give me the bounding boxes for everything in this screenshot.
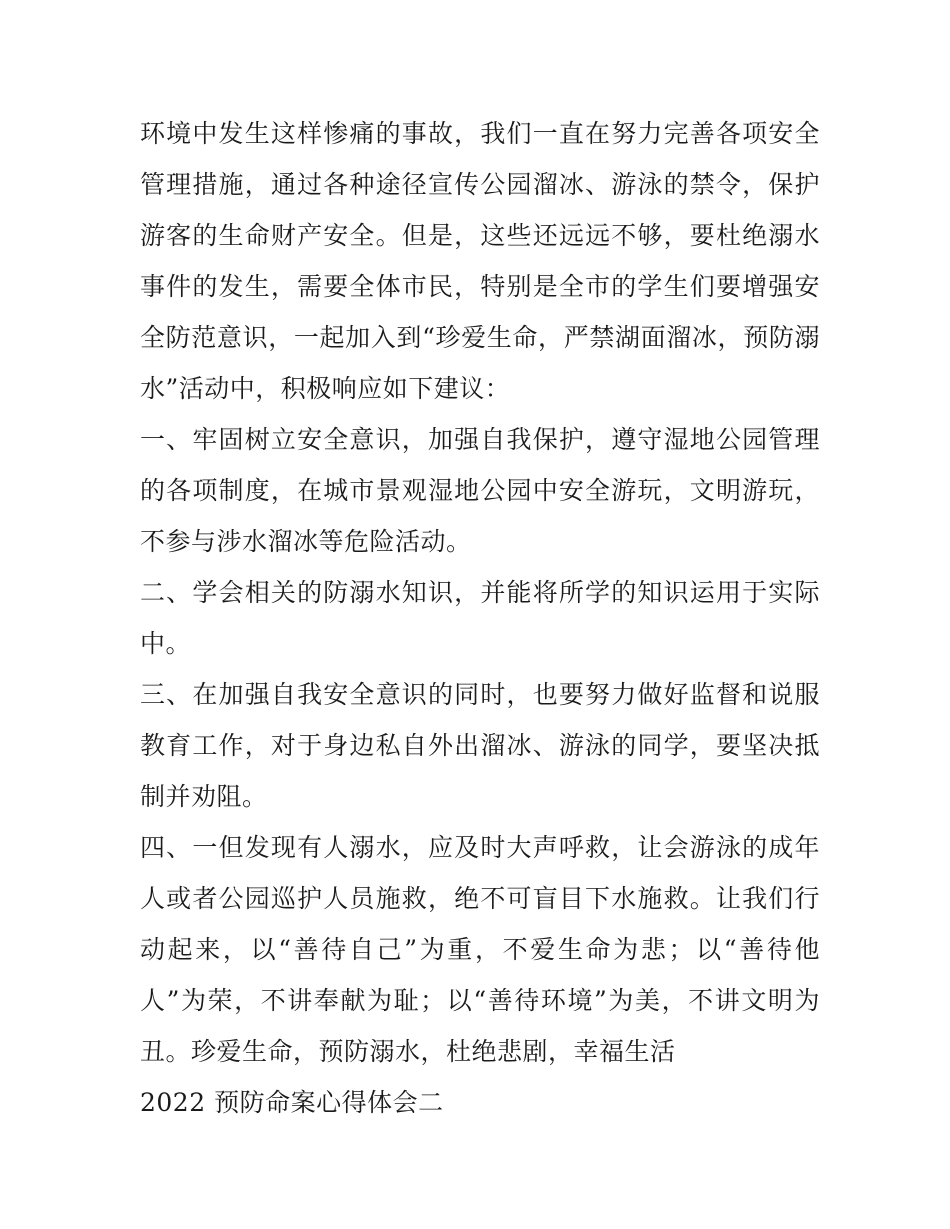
paragraph-suggestion-3: 三、在加强自我安全意识的同时，也要努力做好监督和说服教育工作，对于身边私自外出溜冰、游泳的同学，要坚决抵制并劝阻。: [140, 680, 820, 811]
section-heading: 2022 预防命案心得体会二: [140, 1088, 444, 1117]
paragraph-suggestion-2: 二、学会相关的防溺水知识，并能将所学的知识运用于实际中。: [140, 578, 820, 658]
paragraph-suggestion-1: 一、牢固树立安全意识，加强自我保护，遵守湿地公园管理的各项制度，在城市景观湿地公园中安全游玩，文明游玩，不参与涉水溜冰等危险活动。: [140, 425, 820, 556]
document-body: [140, 108, 820, 1128]
paragraph-suggestion-4: 四、一但发现有人溺水，应及时大声呼救，让会游泳的成年人或者公园巡护人员施救，绝不可盲目下水施救。让我们行动起来，以“善待自己”为重，不爱生命为悲；以“善待他人”为荣，不讲奉献为耻；以“善待环境”为美，不讲文明为丑。珍爱生命，预防溺水，杜绝悲剧，幸福生活: [140, 833, 820, 1066]
paragraph-intro: 环境中发生这样惨痛的事故，我们一直在努力完善各项安全管理措施，通过各种途径宣传公园溜冰、游泳的禁令，保护游客的生命财产安全。但是，这些还远远不够，要杜绝溺水事件的发生，需要全体市民，特别是全市的学生们要增强安全防范意识，一起加入到“珍爱生命，严禁湖面溜冰，预防溺水”活动中，积极响应如下建议：: [140, 119, 820, 403]
